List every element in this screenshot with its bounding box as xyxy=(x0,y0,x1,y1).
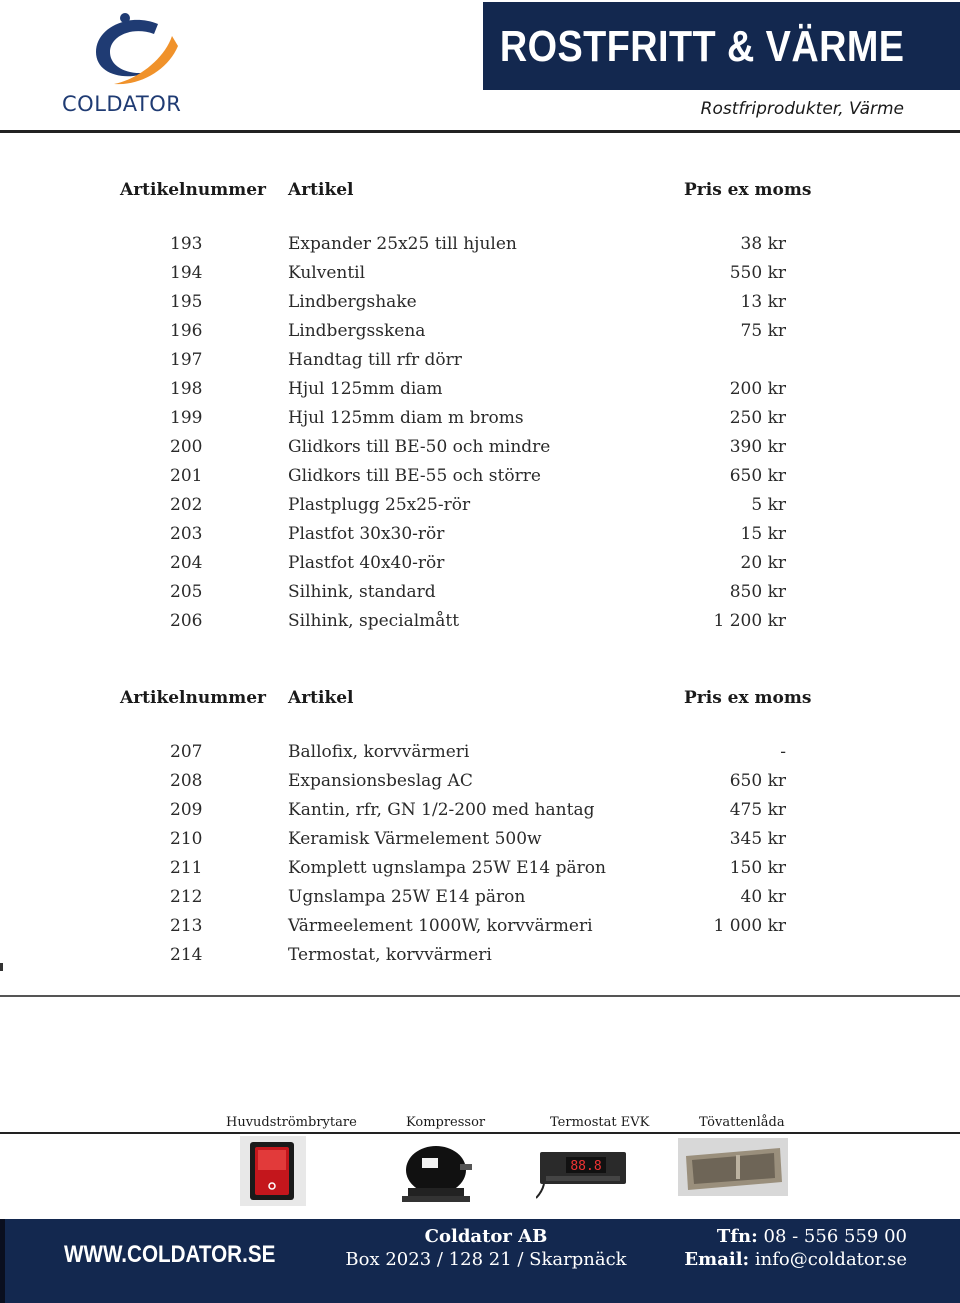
article-price: 650 kr xyxy=(729,771,786,791)
table-row xyxy=(0,916,960,945)
article-price: 75 kr xyxy=(740,321,786,341)
article-price: 345 kr xyxy=(729,829,786,849)
svg-text:88.8: 88.8 xyxy=(570,1159,602,1174)
article-name: Plastfot 40x40-rör xyxy=(288,553,445,573)
main-switch-image xyxy=(240,1136,306,1206)
header-divider xyxy=(0,130,960,133)
article-price: 5 kr xyxy=(751,495,786,515)
phone-label: Tfn: xyxy=(716,1226,758,1247)
article-number: 203 xyxy=(170,524,203,544)
column-header-article: Artikel xyxy=(288,180,354,200)
product-label-huvudstrombrytare: Huvudströmbrytare xyxy=(226,1115,357,1130)
article-number: 211 xyxy=(170,858,203,878)
article-price: 20 kr xyxy=(740,553,786,573)
page-title: ROSTFRITT & VÄRME xyxy=(499,22,904,71)
column-header-number: Artikelnummer xyxy=(120,688,266,708)
article-name: Keramisk Värmelement 500w xyxy=(288,829,542,849)
article-price: 150 kr xyxy=(729,858,786,878)
article-name: Värmeelement 1000W, korvvärmeri xyxy=(288,916,593,936)
article-price: 390 kr xyxy=(729,437,786,457)
table-row xyxy=(0,611,960,640)
table-row xyxy=(0,350,960,379)
article-name: Lindbergshake xyxy=(288,292,417,312)
table-row xyxy=(0,292,960,321)
compressor-image xyxy=(396,1140,476,1206)
drip-tray-image xyxy=(678,1138,788,1196)
coldator-swoosh-icon xyxy=(88,10,184,92)
article-number: 214 xyxy=(170,945,203,965)
article-number: 207 xyxy=(170,742,203,762)
article-name: Silhink, standard xyxy=(288,582,436,602)
article-number: 193 xyxy=(170,234,203,254)
table-row xyxy=(0,829,960,858)
article-price: 15 kr xyxy=(740,524,786,544)
article-name: Kantin, rfr, GN 1/2-200 med hantag xyxy=(288,800,595,820)
article-number: 212 xyxy=(170,887,203,907)
article-price: 1 200 kr xyxy=(713,611,786,631)
footer-phone xyxy=(717,1226,907,1247)
article-number: 201 xyxy=(170,466,203,486)
article-name: Plastplugg 25x25-rör xyxy=(288,495,471,515)
thermostat-image xyxy=(536,1140,630,1200)
table-row xyxy=(0,553,960,582)
table-row xyxy=(0,887,960,916)
column-header-number: Artikelnummer xyxy=(120,180,266,200)
table-row xyxy=(0,800,960,829)
article-name: Handtag till rfr dörr xyxy=(288,350,462,370)
article-name: Termostat, korvvärmeri xyxy=(288,945,492,965)
table-row xyxy=(0,379,960,408)
table-row xyxy=(0,437,960,466)
article-name: Hjul 125mm diam xyxy=(288,379,443,399)
footer-email xyxy=(684,1249,907,1270)
article-price: 650 kr xyxy=(729,466,786,486)
article-number: 198 xyxy=(170,379,203,399)
table-row xyxy=(0,945,960,974)
article-number: 204 xyxy=(170,553,203,573)
footer-company-name: Coldator AB xyxy=(424,1226,548,1247)
column-header-price: Pris ex moms xyxy=(684,180,812,200)
table-row xyxy=(0,742,960,771)
footer-address: Box 2023 / 128 21 / Skarpnäck xyxy=(345,1249,627,1270)
coldator-logo xyxy=(58,8,214,120)
article-number: 196 xyxy=(170,321,203,341)
table-row xyxy=(0,321,960,350)
product-label-tovattenlada: Tövattenlåda xyxy=(699,1115,785,1130)
table-row xyxy=(0,771,960,800)
article-name: Kulventil xyxy=(288,263,366,283)
product-divider xyxy=(0,1132,960,1134)
article-price: - xyxy=(780,742,786,762)
article-price: 40 kr xyxy=(740,887,786,907)
page-subtitle: Rostfriprodukter, Värme xyxy=(700,99,904,119)
article-price: 13 kr xyxy=(740,292,786,312)
column-header-price: Pris ex moms xyxy=(684,688,812,708)
footer-website-link[interactable]: WWW.COLDATOR.SE xyxy=(64,1241,276,1268)
table-row xyxy=(0,466,960,495)
article-price: 38 kr xyxy=(740,234,786,254)
article-name: Expander 25x25 till hjulen xyxy=(288,234,517,254)
article-name: Hjul 125mm diam m broms xyxy=(288,408,524,428)
article-number: 209 xyxy=(170,800,203,820)
article-name: Plastfot 30x30-rör xyxy=(288,524,445,544)
article-number: 206 xyxy=(170,611,203,631)
article-number: 200 xyxy=(170,437,203,457)
logo-text: COLDATOR xyxy=(62,92,182,116)
article-name: Glidkors till BE-50 och mindre xyxy=(288,437,551,457)
article-number: 205 xyxy=(170,582,203,602)
table-row xyxy=(0,408,960,437)
table-row xyxy=(0,234,960,263)
article-number: 210 xyxy=(170,829,203,849)
article-price: 1 000 kr xyxy=(713,916,786,936)
article-price: 200 kr xyxy=(729,379,786,399)
phone-number[interactable]: 08 - 556 559 00 xyxy=(763,1226,907,1247)
article-number: 197 xyxy=(170,350,203,370)
table-row xyxy=(0,582,960,611)
article-number: 199 xyxy=(170,408,203,428)
email-label: Email: xyxy=(684,1249,750,1270)
article-name: Ugnslampa 25W E14 päron xyxy=(288,887,526,907)
section-divider xyxy=(0,995,960,997)
column-header-article: Artikel xyxy=(288,688,354,708)
edge-mark xyxy=(0,963,3,971)
article-number: 195 xyxy=(170,292,203,312)
email-address[interactable]: info@coldator.se xyxy=(754,1249,907,1270)
article-number: 208 xyxy=(170,771,203,791)
article-name: Lindbergsskena xyxy=(288,321,426,341)
product-label-termostat: Termostat EVK xyxy=(550,1115,650,1130)
table-row xyxy=(0,858,960,887)
article-name: Glidkors till BE-55 och större xyxy=(288,466,541,486)
article-name: Ballofix, korvvärmeri xyxy=(288,742,470,762)
footer xyxy=(0,1219,960,1303)
article-number: 202 xyxy=(170,495,203,515)
table-row xyxy=(0,495,960,524)
article-price: 850 kr xyxy=(729,582,786,602)
title-bar xyxy=(483,2,960,90)
article-price: 475 kr xyxy=(729,800,786,820)
article-name: Silhink, specialmått xyxy=(288,611,460,631)
table-row xyxy=(0,524,960,553)
article-number: 213 xyxy=(170,916,203,936)
article-name: Komplett ugnslampa 25W E14 päron xyxy=(288,858,606,878)
article-name: Expansionsbeslag AC xyxy=(288,771,473,791)
product-label-kompressor: Kompressor xyxy=(406,1115,486,1130)
table-row xyxy=(0,263,960,292)
article-price: 250 kr xyxy=(729,408,786,428)
article-number: 194 xyxy=(170,263,203,283)
article-price: 550 kr xyxy=(729,263,786,283)
